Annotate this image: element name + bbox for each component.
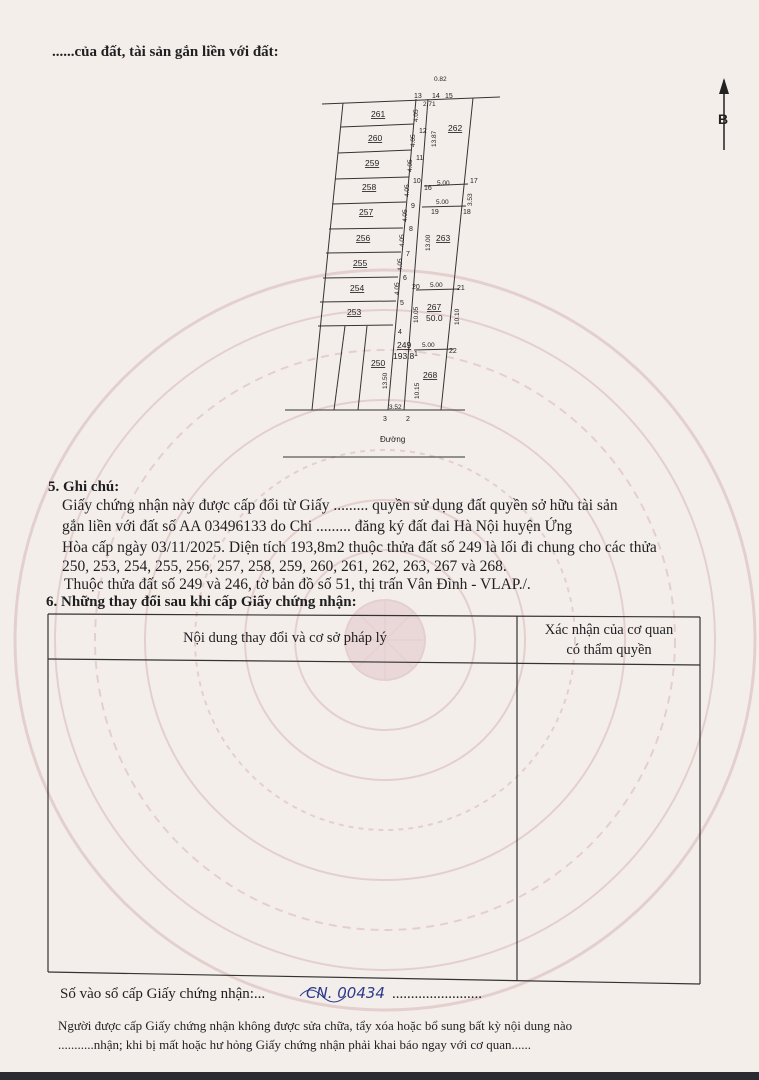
parcel-253: 253 bbox=[347, 307, 362, 317]
parcel-268: 268 bbox=[423, 370, 438, 380]
note-line: 250, 253, 254, 255, 256, 257, 258, 259, 260, 261, 262, 263, 267 và 268. bbox=[62, 558, 507, 575]
compass-label: B bbox=[718, 111, 729, 127]
dimension-label: 5.00 bbox=[436, 199, 449, 206]
dimension-label: 10.05 bbox=[413, 306, 420, 323]
parcel-257: 257 bbox=[359, 207, 374, 217]
vertex-label: 8 bbox=[409, 226, 413, 233]
vertex-label: 15 bbox=[445, 93, 453, 100]
notes-title: 5. Ghi chú: bbox=[48, 479, 120, 495]
registry-dots: ........................ bbox=[392, 986, 482, 1002]
changes-title: 6. Những thay đổi sau khi cấp Giấy chứng nhận: bbox=[46, 594, 357, 610]
vertex-label: 7 bbox=[406, 251, 410, 258]
footer-line: ...........nhận; khi bị mất hoặc hư hỏng Giấy chứng nhận phải khai báo ngay với cơ quan...... bbox=[58, 1037, 531, 1052]
parcel-267: 267 bbox=[427, 302, 442, 312]
dimension-label: 4.05 bbox=[397, 258, 404, 271]
vertex-label: 3 bbox=[383, 416, 387, 423]
vertex-label: 13 bbox=[414, 93, 422, 100]
changes-col1-header: Nội dung thay đổi và cơ sở pháp lý bbox=[183, 630, 387, 646]
parcel-260: 260 bbox=[368, 133, 383, 143]
vertex-label: 18 bbox=[463, 209, 471, 216]
vertex-label: 20 bbox=[412, 284, 420, 291]
parcel-258: 258 bbox=[362, 182, 377, 192]
note-line: Thuộc thửa đất số 249 và 246, tờ bản đồ số 51, thị trấn Vân Đình - VLAP./. bbox=[64, 576, 531, 593]
registry-label: Số vào sổ cấp Giấy chứng nhận:... bbox=[60, 986, 266, 1002]
vertex-label: 21 bbox=[457, 285, 465, 292]
dimension-label: 13.50 bbox=[382, 372, 389, 389]
parcel-254: 254 bbox=[350, 283, 365, 293]
vertex-label: 1 bbox=[414, 351, 418, 358]
dimension-label: 13.87 bbox=[431, 130, 438, 147]
footer-line: Người được cấp Giấy chứng nhận không được sửa chữa, tẩy xóa hoặc bổ sung bất kỳ nội dung nào bbox=[58, 1018, 573, 1033]
parcel-249: 249 bbox=[397, 340, 412, 350]
dimension-label: 5.00 bbox=[430, 282, 443, 289]
dimension-label: 13.00 bbox=[425, 234, 432, 251]
parcel-249-area: 193.8 bbox=[393, 351, 415, 361]
dimension-label: 10.15 bbox=[414, 382, 421, 399]
parcel-267-area: 50.0 bbox=[426, 313, 443, 323]
dimension-label: 2.71 bbox=[423, 101, 436, 108]
dimension-label: 4.05 bbox=[407, 159, 414, 172]
parcel-250: 250 bbox=[371, 358, 386, 368]
changes-col2-header-line2: có thẩm quyền bbox=[566, 642, 652, 658]
vertex-label: 12 bbox=[419, 128, 427, 135]
dimension-label: 3.53 bbox=[467, 193, 474, 206]
dimension-label: 5.00 bbox=[437, 180, 450, 187]
vertex-label: 4 bbox=[398, 329, 402, 336]
dimension-label: 4.05 bbox=[402, 209, 409, 222]
vertex-label: 16 bbox=[424, 185, 432, 192]
section-heading: ......của đất, tài sản gắn liền với đất: bbox=[52, 44, 279, 60]
dimension-label: 4.05 bbox=[410, 134, 417, 147]
note-line: gắn liền với đất số AA 03496133 do Chi ......... đăng ký đất đai Hà Nội huyện Ứng bbox=[62, 518, 573, 535]
vertex-label: 5 bbox=[400, 300, 404, 307]
parcel-256: 256 bbox=[356, 233, 371, 243]
parcel-263: 263 bbox=[436, 233, 451, 243]
vertex-label: 6 bbox=[403, 275, 407, 282]
parcel-259: 259 bbox=[365, 158, 380, 168]
vertex-label: 9 bbox=[411, 203, 415, 210]
vertex-label: 19 bbox=[431, 209, 439, 216]
vertex-label: 10 bbox=[413, 178, 421, 185]
parcel-261: 261 bbox=[371, 109, 386, 119]
vertex-label: 17 bbox=[470, 178, 478, 185]
dimension-label: 4.05 bbox=[399, 234, 406, 247]
dimension-label: 4.05 bbox=[404, 184, 411, 197]
dimension-label: 3.52 bbox=[389, 404, 402, 411]
dimension-label: 4.05 bbox=[394, 282, 401, 295]
note-line: Hòa cấp ngày 03/11/2025. Diện tích 193,8m2 thuộc thửa đất số 249 là lối đi chung cho các thửa bbox=[62, 539, 657, 556]
parcel-262: 262 bbox=[448, 123, 463, 133]
registry-number: CN. 00434 bbox=[306, 984, 385, 1002]
dimension-label: 10.10 bbox=[454, 308, 461, 325]
note-line: Giấy chứng nhận này được cấp đổi từ Giấy ......... quyền sử dụng đất quyền sở hữu tài sản bbox=[62, 497, 618, 514]
dimension-label: 4.05 bbox=[413, 109, 420, 122]
dimension-label: 5.00 bbox=[422, 342, 435, 349]
parcel-255: 255 bbox=[353, 258, 368, 268]
changes-col2-header-line1: Xác nhận của cơ quan bbox=[544, 622, 674, 638]
dimension-label: 0.82 bbox=[434, 76, 447, 83]
vertex-label: 22 bbox=[449, 348, 457, 355]
changes-table bbox=[48, 614, 700, 984]
vertex-label: 11 bbox=[416, 155, 424, 162]
road-label: Đường bbox=[380, 435, 406, 444]
vertex-label: 14 bbox=[432, 93, 440, 100]
vertex-label: 2 bbox=[406, 416, 410, 423]
